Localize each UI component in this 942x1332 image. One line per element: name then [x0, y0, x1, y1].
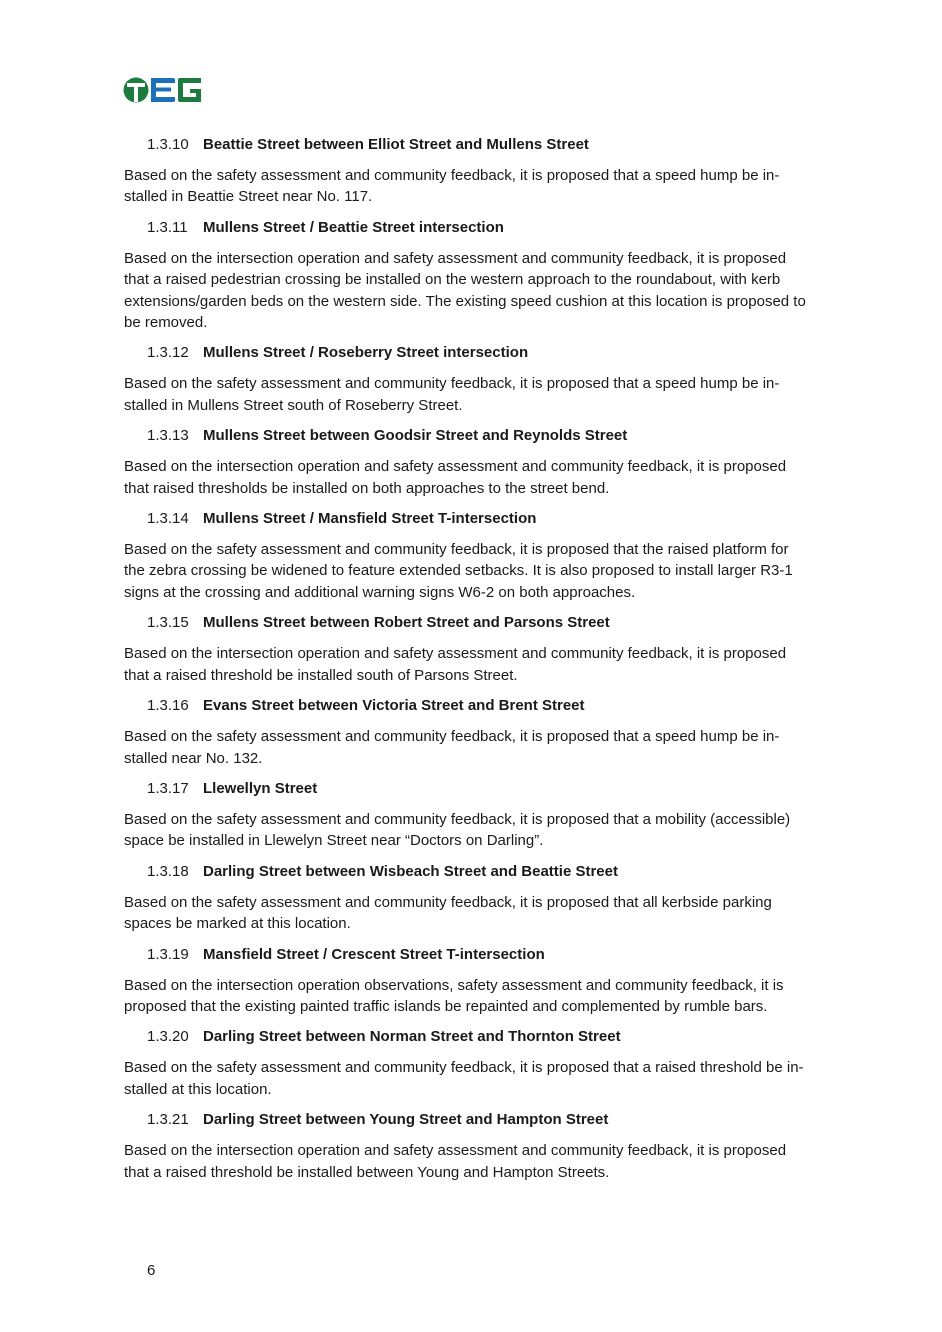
paragraph-line: Based on the intersection operation and safety assessment and community feedback, it is proposed: [124, 1142, 787, 1160]
section-number: 1.3.17: [147, 779, 189, 797]
section-number: 1.3.10: [147, 136, 189, 153]
paragraph-line: Based on the safety assessment and community feedback, it is proposed that all kerbside parking: [124, 893, 772, 911]
teg-logo-icon: [123, 76, 203, 104]
section: [124, 217, 852, 334]
paragraph-line: Based on the safety assessment and community feedback, it is proposed that a speed hump be in-: [124, 167, 780, 184]
section: [124, 944, 852, 1018]
section-paragraph: [124, 1140, 852, 1183]
section-heading: [124, 1026, 852, 1048]
paragraph-line: spaces be marked at this location.: [124, 915, 351, 933]
section-paragraph: [124, 1057, 852, 1100]
paragraph-line: Based on the safety assessment and community feedback, it is proposed that a raised threshold be in-: [124, 1059, 804, 1077]
section-heading: [124, 217, 852, 239]
section: [124, 342, 852, 416]
section-number: 1.3.20: [147, 1028, 189, 1046]
section-title: Evans Street between Victoria Street and Brent Street: [203, 697, 585, 715]
section-title: Mullens Street / Roseberry Street intersection: [203, 344, 529, 362]
section-number: 1.3.16: [147, 697, 189, 715]
section-title: Mullens Street / Mansfield Street T-intersection: [203, 510, 537, 528]
section-heading: [124, 695, 852, 717]
section-title: Darling Street between Young Street and Hampton Street: [203, 1111, 609, 1129]
paragraph-line: stalled in Beattie Street near No. 117.: [124, 188, 373, 206]
section-paragraph: [124, 539, 852, 603]
section-number: 1.3.21: [147, 1111, 189, 1129]
section-heading: [124, 612, 852, 634]
section-paragraph: [124, 643, 852, 686]
section: [124, 861, 852, 935]
section-title: Llewellyn Street: [203, 779, 318, 797]
page-number: 6: [147, 1262, 156, 1279]
section-number: 1.3.15: [147, 614, 189, 632]
section: [124, 134, 852, 208]
paragraph-line: the zebra crossing be widened to feature extended setbacks. It is also proposed to install larger R3-1: [124, 562, 793, 580]
paragraph-line: space be installed in Llewelyn Street near “Doctors on Darling”.: [124, 832, 544, 850]
paragraph-line: stalled at this location.: [124, 1080, 272, 1098]
section-heading: [124, 134, 852, 156]
section-heading: [124, 778, 852, 800]
paragraph-line: Based on the safety assessment and community feedback, it is proposed that a speed hump be in-: [124, 728, 780, 746]
section-paragraph: [124, 456, 852, 499]
section-paragraph: [124, 165, 852, 208]
section-title: Mansfield Street / Crescent Street T-intersection: [203, 945, 545, 963]
section-heading: [124, 508, 852, 530]
paragraph-line: that a raised threshold be installed south of Parsons Street.: [124, 666, 518, 684]
section-number: 1.3.18: [147, 862, 189, 880]
section: [124, 425, 852, 499]
paragraph-line: stalled near No. 132.: [124, 749, 263, 767]
section: [124, 695, 852, 769]
section-title: Darling Street between Norman Street and Thornton Street: [203, 1028, 621, 1046]
paragraph-line: extensions/garden beds on the western side. The existing speed cushion at this location is proposed to: [124, 292, 806, 310]
paragraph-line: stalled in Mullens Street south of Roseberry Street.: [124, 396, 463, 414]
section-paragraph: [124, 892, 852, 935]
document-body: [124, 134, 852, 1192]
section-paragraph: [124, 975, 852, 1018]
paragraph-line: that a raised pedestrian crossing be installed on the western approach to the roundabout, with kerb: [124, 271, 781, 289]
section: [124, 1109, 852, 1183]
section-title: Mullens Street between Robert Street and Parsons Street: [203, 614, 610, 632]
paragraph-line: Based on the intersection operation and safety assessment and community feedback, it is proposed: [124, 458, 787, 476]
section-heading: [124, 861, 852, 883]
paragraph-line: signs at the crossing and additional warning signs W6-2 on both approaches.: [124, 583, 636, 601]
section-title: Darling Street between Wisbeach Street and Beattie Street: [203, 862, 618, 880]
paragraph-line: Based on the intersection operation and safety assessment and community feedback, it is proposed: [124, 645, 787, 663]
section: [124, 508, 852, 603]
section-number: 1.3.13: [147, 427, 189, 445]
paragraph-line: Based on the intersection operation observations, safety assessment and community feedback, it is: [124, 976, 784, 994]
paragraph-line: be removed.: [124, 314, 208, 332]
section-paragraph: [124, 373, 852, 416]
paragraph-line: that raised thresholds be installed on both approaches to the street bend.: [124, 479, 610, 497]
paragraph-line: Based on the intersection operation and safety assessment and community feedback, it is proposed: [124, 249, 787, 267]
section-heading: [124, 342, 852, 364]
section: [124, 612, 852, 686]
section-heading: [124, 944, 852, 966]
section-number: 1.3.14: [147, 510, 189, 528]
section-number: 1.3.19: [147, 945, 189, 963]
section-title: Mullens Street / Beattie Street intersection: [203, 218, 504, 236]
section-number: 1.3.11: [147, 218, 188, 236]
section-title: Mullens Street between Goodsir Street and Reynolds Street: [203, 427, 628, 445]
section-paragraph: [124, 809, 852, 852]
section-heading: [124, 1109, 852, 1131]
paragraph-line: Based on the safety assessment and community feedback, it is proposed that the raised platform for: [124, 541, 789, 559]
section: [124, 778, 852, 852]
section-number: 1.3.12: [147, 344, 189, 362]
paragraph-line: proposed that the existing painted traffic islands be repainted and complemented by rumble bars.: [124, 997, 768, 1015]
section: [124, 1026, 852, 1100]
paragraph-line: that a raised threshold be installed between Young and Hampton Streets.: [124, 1163, 610, 1181]
section-heading: [124, 425, 852, 447]
section-title: Beattie Street between Elliot Street and Mullens Street: [203, 136, 589, 153]
section-paragraph: [124, 248, 852, 334]
paragraph-line: Based on the safety assessment and community feedback, it is proposed that a mobility (accessible): [124, 810, 791, 828]
section-paragraph: [124, 726, 852, 769]
paragraph-line: Based on the safety assessment and community feedback, it is proposed that a speed hump be in-: [124, 375, 780, 393]
